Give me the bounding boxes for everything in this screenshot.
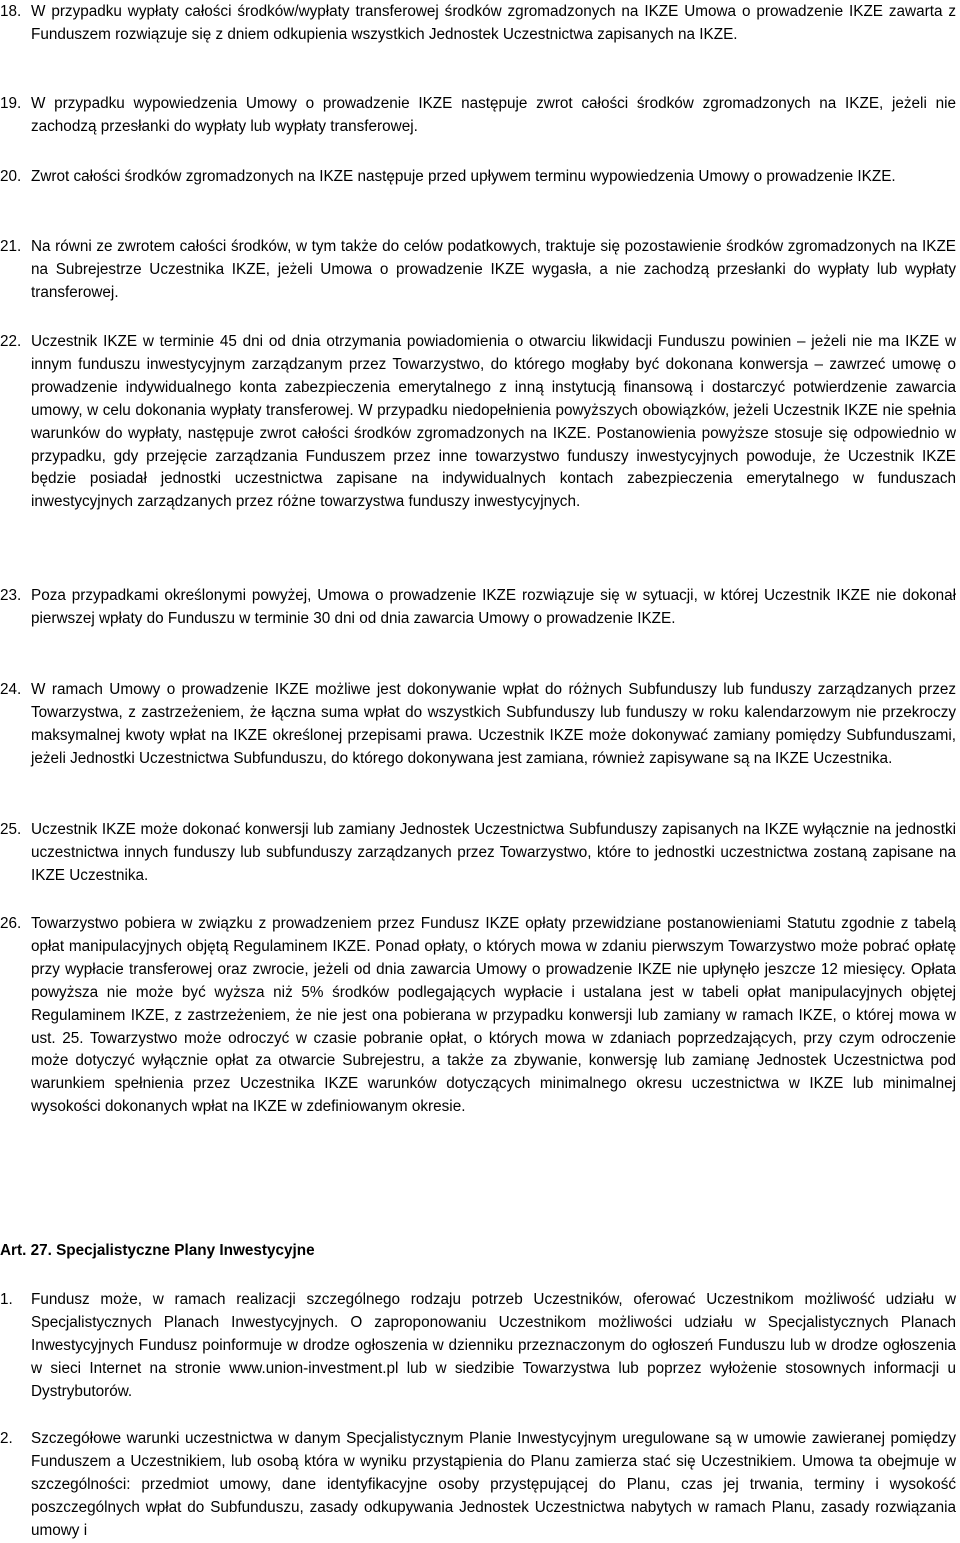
paragraph-19 <box>0 93 956 139</box>
paragraph-number: 20. <box>0 168 22 185</box>
paragraph-text: Uczestnik IKZE może dokonać konwersji lub zamiany Jednostek Uczestnictwa Subfunduszy zapisanych na IKZE wyłącznie na jednostki uczestnictwa innych funduszy lub subfunduszy zarządzanych przez Towarzystwo, które to jednostki uczestnictwa zostaną zapisane na IKZE Uczestnika. <box>31 821 956 884</box>
paragraph-20 <box>0 166 956 189</box>
paragraph-text: Uczestnik IKZE w terminie 45 dni od dnia otrzymania powiadomienia o otwarciu likwidacji Funduszu powinien – jeżeli nie ma IKZE w innym funduszu inwestycyjnym zarządzanym przez Towarzystwo, do którego mogłaby być dokonana konwersja – zawrzeć umowę o prowadzenie indywidualnego konta zabezpieczenia emerytalnego z inną instytucją finansową i dostarczyć potwierdzenie zawarcia umowy, w celu dokonania wypłaty transferowej. W przypadku niedopełnienia powyższych obowiązków, jeżeli Uczestnik IKZE nie spełnia warunków do wypłaty, następuje zwrot całości środków zgromadzonych na IKZE. Postanowienia powyższe stosuje się odpowiednio w przypadku, gdy przejęcie zarządzania Funduszem przez inne towarzystwo funduszy inwestycyjnych powoduje, że Uczestnik IKZE będzie posiadał jednostki uczestnictwa zapisane na indywidualnych kontach zabezpieczenia emerytalnego w funduszach inwestycyjnych zarządzanych przez różne towarzystwa funduszy inwestycyjnych. <box>31 333 956 511</box>
paragraph-number: 1. <box>0 1291 13 1308</box>
paragraph-text: Zwrot całości środków zgromadzonych na IKZE następuje przed upływem terminu wypowiedzenia Umowy o prowadzenie IKZE. <box>31 168 896 185</box>
paragraph-number: 2. <box>0 1430 13 1447</box>
paragraph-number: 25. <box>0 821 22 838</box>
article-paragraph-1 <box>0 1289 956 1404</box>
paragraph-number: 23. <box>0 587 22 604</box>
paragraph-number: 26. <box>0 915 22 932</box>
paragraph-text: Towarzystwo pobiera w związku z prowadzeniem przez Fundusz IKZE opłaty przewidziane postanowieniami Statutu zgodnie z tabelą opłat manipulacyjnych objętą Regulaminem IKZE. Ponad opłaty, o których mowa w zdaniu pierwszym Towarzystwo może pobrać opłatę przy wypłacie transferowej oraz zwrocie, jeżeli od dnia zawarcia Umowy o prowadzenie IKZE nie upłynęło jeszcze 12 miesięcy. Opłata powyższa nie może być wyższa niż 5% środków podlegających wypłacie i ustalana jest w tabeli opłat manipulacyjnych objętej Regulaminem IKZE, z zastrzeżeniem, że nie jest ona pobierana w przypadku konwersji lub zamiany w ramach IKZE, o której mowa w ust. 25. Towarzystwo może odroczyć w czasie pobranie opłat, o których mowa w zdaniach poprzedzających, przy czym odroczenie może dotyczyć wyłącznie opłat za otwarcie Subrejestru, a także za zbywanie, konwersję lub zamianę Jednostek Uczestnictwa pod warunkiem spełnienia przez Uczestnika IKZE warunków dotyczących minimalnego okresu uczestnictwa w IKZE lub minimalnej wysokości dokonanych wpłat na IKZE w zdefiniowanym okresie. <box>31 915 956 1116</box>
paragraph-text: Poza przypadkami określonymi powyżej, Umowa o prowadzenie IKZE rozwiązuje się w sytuacji, w której Uczestnik IKZE nie dokonał pierwszej wpłaty do Funduszu w terminie 30 dni od dnia zawarcia Umowy o prowadzenie IKZE. <box>31 587 956 627</box>
paragraph-text: Szczegółowe warunki uczestnictwa w danym Specjalistycznym Planie Inwestycyjnym uregulowane są w umowie zawieranej pomiędzy Funduszem a Uczestnikiem, lub osobą która w wyniku przystąpienia do Planu zamierza stać się Uczestnikiem. Umowa ta obejmuje w szczególności: przedmiot umowy, dane identyfikacyjne osoby przystępującej do Planu, czas jej trwania, terminy i wysokość poszczególnych wpłat do Subfunduszu, zasady odkupywania Jednostek Uczestnictwa nabytych w ramach Planu, zasady rozwiązania umowy i <box>31 1430 956 1539</box>
paragraph-number: 18. <box>0 3 22 20</box>
paragraph-number: 24. <box>0 681 22 698</box>
paragraph-text: Fundusz może, w ramach realizacji szczególnego rodzaju potrzeb Uczestników, oferować Uczestnikom możliwość udziału w Specjalistycznych Planach Inwestycyjnych. O zaproponowaniu Uczestnikom możliwości udziału w Specjalistycznych Planach Inwestycyjnych Fundusz poinformuje w drodze ogłoszenia w dzienniku przeznaczonym do ogłoszeń Funduszu lub w drodze ogłoszenia w sieci Internet na stronie www.union-investment.pl lub w siedzibie Towarzystwa lub poprzez wyłożenie stosownych informacji u Dystrybutorów. <box>31 1291 956 1400</box>
paragraph-text: W ramach Umowy o prowadzenie IKZE możliwe jest dokonywanie wpłat do różnych Subfunduszy lub funduszy zarządzanych przez Towarzystwa, z zastrzeżeniem, że łączna suma wpłat do wszystkich Subfunduszy lub funduszy w roku kalendarzowym nie przekroczy maksymalnej kwoty wpłat na IKZE określonej przepisami prawa. Uczestnik IKZE może dokonywać zamiany pomiędzy Subfunduszami, jeżeli Jednostki Uczestnictwa Subfunduszu, do którego dokonywana jest zamiana, również zapisywane są na IKZE Uczestnika. <box>31 681 956 767</box>
paragraph-number: 22. <box>0 333 22 350</box>
paragraph-text: Na równi ze zwrotem całości środków, w tym także do celów podatkowych, traktuje się pozostawienie środków zgromadzonych na IKZE na Subrejestrze Uczestnika IKZE, jeżeli Umowa o prowadzenie IKZE wygasła, a nie zachodzą przesłanki do wypłaty lub wypłaty transferowej. <box>31 238 956 301</box>
paragraph-23 <box>0 585 956 631</box>
paragraph-24 <box>0 679 956 771</box>
paragraph-text: W przypadku wypowiedzenia Umowy o prowadzenie IKZE następuje zwrot całości środków zgromadzonych na IKZE, jeżeli nie zachodzą przesłanki do wypłaty lub wypłaty transferowej. <box>31 95 956 135</box>
paragraph-number: 21. <box>0 238 22 255</box>
paragraph-25 <box>0 819 956 888</box>
paragraph-number: 19. <box>0 95 22 112</box>
paragraph-text: W przypadku wypłaty całości środków/wypłaty transferowej środków zgromadzonych na IKZE Umowa o prowadzenie IKZE zawarta z Funduszem rozwiązuje się z dniem odkupienia wszystkich Jednostek Uczestnictwa zapisanych na IKZE. <box>31 3 956 43</box>
paragraph-26 <box>0 913 956 1119</box>
article-paragraph-2 <box>0 1428 956 1543</box>
paragraph-18 <box>0 1 956 47</box>
paragraph-22 <box>0 331 956 514</box>
paragraph-21 <box>0 236 956 305</box>
article-heading: Art. 27. Specjalistyczne Plany Inwestycyjne <box>0 1242 315 1259</box>
